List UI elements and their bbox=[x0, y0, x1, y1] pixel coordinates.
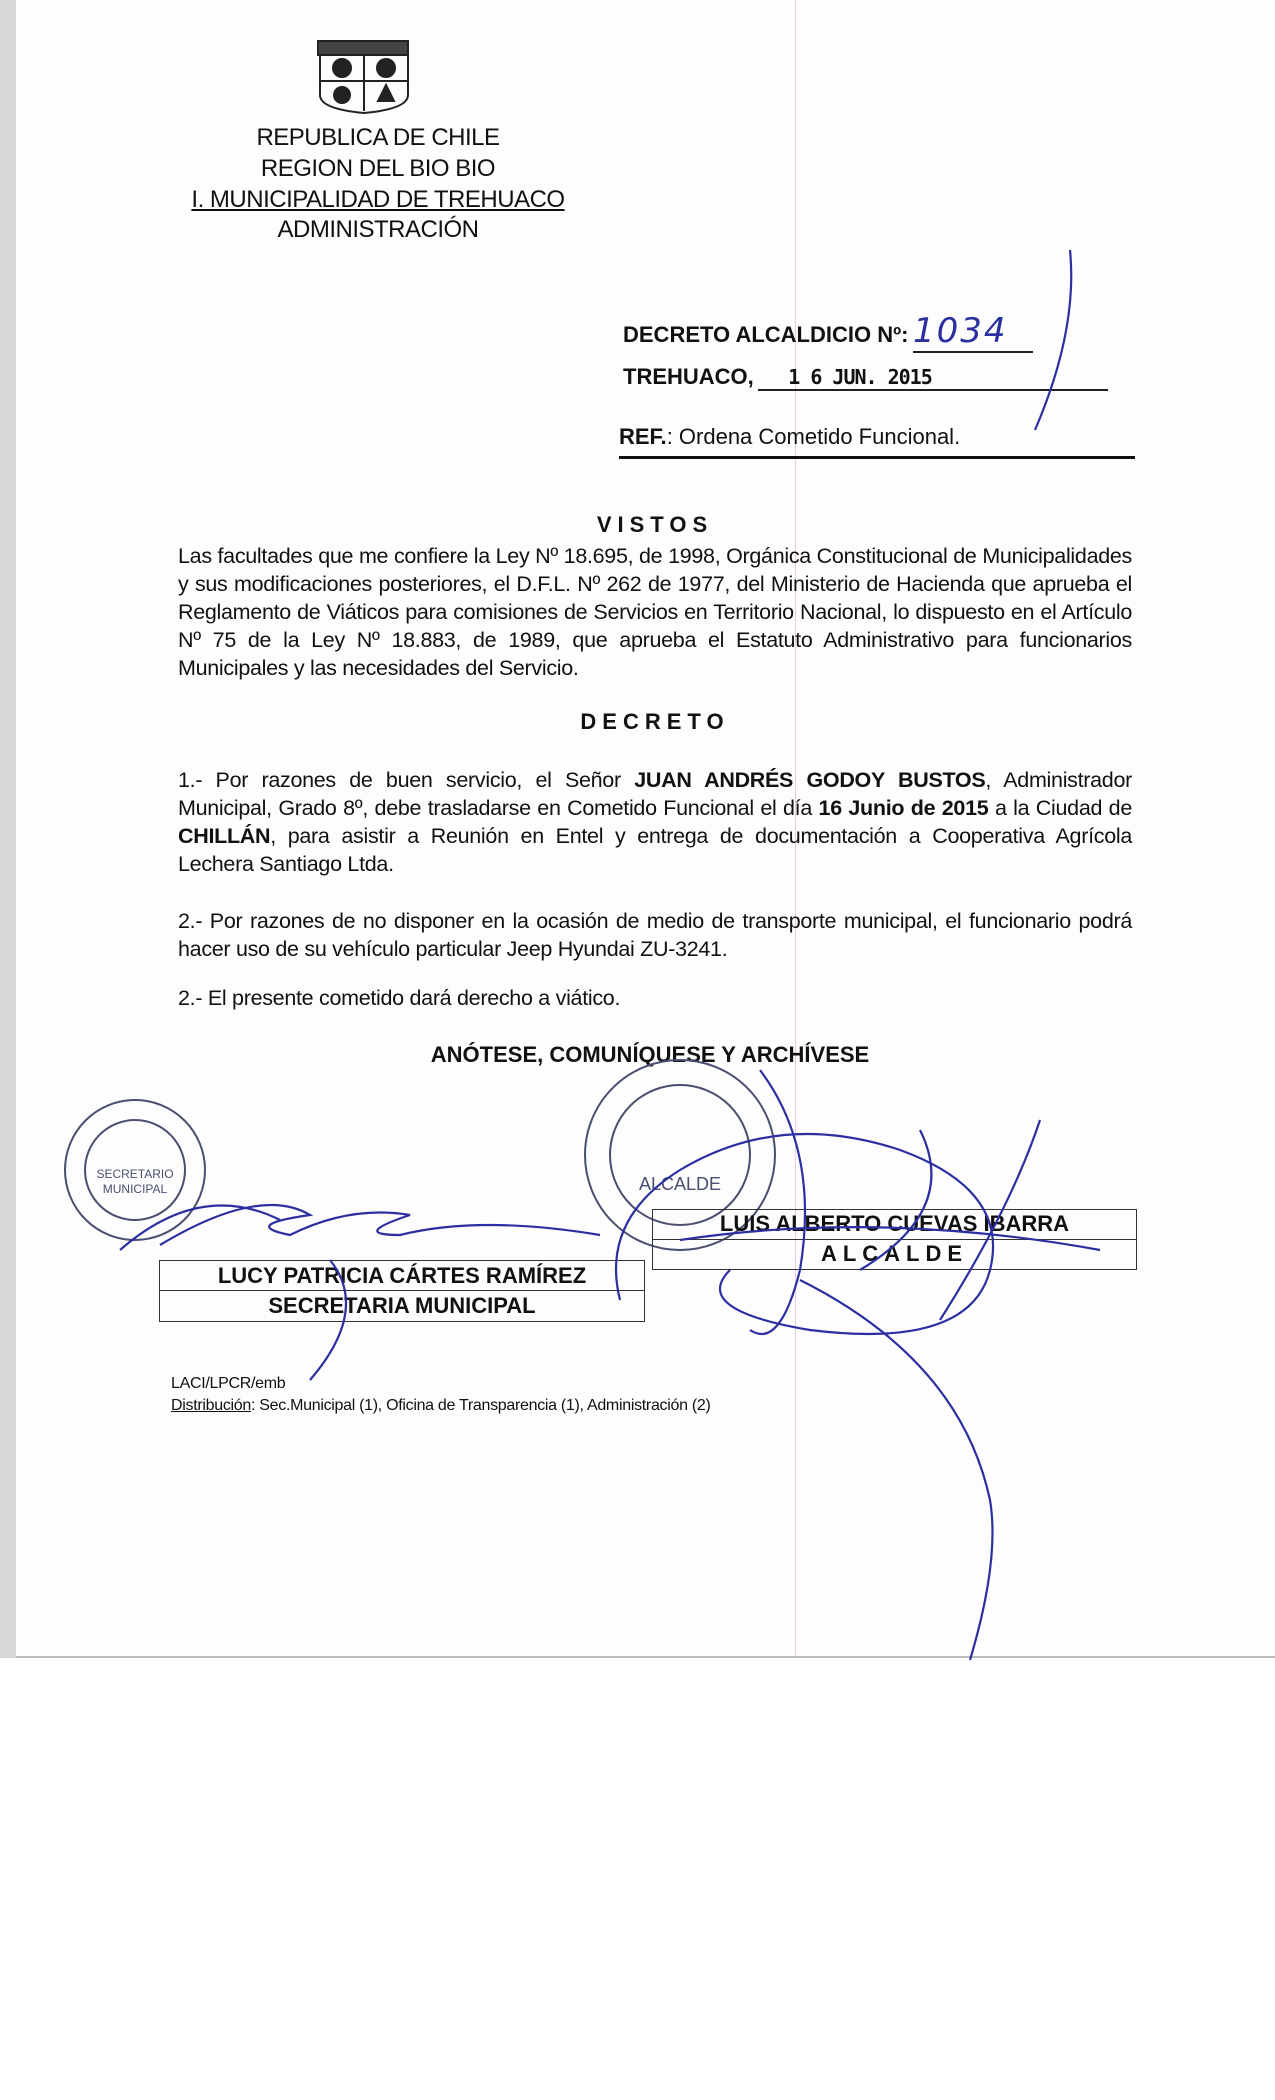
ref-value: : Ordena Cometido Funcional. bbox=[666, 424, 961, 449]
decreto-item-2: 2.- Por razones de no disponer en la ocasión de medio de transporte municipal, el funcionario podrá hacer uso de su vehículo particular Jeep Hyundai ZU-3241. bbox=[178, 909, 1132, 961]
mayor-title: ALCALDE bbox=[820, 1241, 969, 1267]
date-stamp: 1 6 JUN. 2015 bbox=[758, 365, 1108, 391]
item1-text: , Administrador Municipal, Grado 8º, debe trasladarse en Cometido Funcional el día bbox=[178, 768, 1132, 820]
vistos-paragraph: Las facultades que me confiere la Ley Nº 18.695, de 1998, Orgánica Constitucional de Municipalidades y sus modificaciones posteriores, el D.F.L. Nº 262 de 1977, del Ministerio de Hacienda que aprueba el Reglamento de Viáticos para comisiones de Servicios en Territorio Nacional, lo dispuesto en el Artículo Nº 75 de la Ley Nº 18.883, de 1989, que aprueba el Estatuto Administrativo para funcionarios Municipales y las necesidades del Servicio. bbox=[178, 544, 1132, 680]
destination-city: CHILLÁN bbox=[178, 824, 271, 848]
secretary-stamp-center: SECRETARIO bbox=[96, 1167, 174, 1181]
trip-date: 16 Junio de 2015 bbox=[818, 796, 989, 820]
ref-label: REF. bbox=[619, 424, 667, 449]
item1-text: , para asistir a Reunión en Entel y entrega de documentación a Cooperativa Agrícola Lechera Santiago Ltda. bbox=[178, 824, 1132, 876]
header-line-4: ADMINISTRACIÓN bbox=[277, 216, 479, 243]
secretary-signature-box bbox=[159, 1260, 645, 1322]
header-line-1: REPUBLICA DE CHILE bbox=[256, 124, 500, 151]
decree-number-value: 1034 bbox=[913, 311, 1033, 353]
closing-formula: ANÓTESE, COMUNÍQUESE Y ARCHÍVESE bbox=[430, 1042, 870, 1067]
scan-edge bbox=[0, 0, 16, 1658]
distribution-text: : Sec.Municipal (1), Oficina de Transparencia (1), Administración (2) bbox=[251, 1397, 711, 1414]
secretary-title: SECRETARIA MUNICIPAL bbox=[268, 1293, 536, 1318]
mayor-signature-box bbox=[652, 1209, 1137, 1270]
place-date-row bbox=[623, 364, 1108, 391]
mayor-stamp-center: ALCALDE bbox=[638, 1174, 722, 1194]
decreto-item-1 bbox=[178, 766, 1132, 878]
official-name: JUAN ANDRÉS GODOY BUSTOS bbox=[634, 768, 986, 792]
decree-number-label: DECRETO ALCALDICIO Nº: bbox=[623, 322, 909, 347]
vistos-heading: VISTOS bbox=[596, 512, 714, 537]
distribution-line bbox=[171, 1397, 711, 1415]
decree-number-row bbox=[623, 311, 1033, 353]
secretary-stamp-center-2: MUNICIPAL bbox=[102, 1182, 168, 1196]
place-label: TREHUACO, bbox=[623, 364, 754, 389]
item1-text: 1.- Por razones de buen servicio, el Señor bbox=[178, 768, 635, 792]
header-line-3: I. MUNICIPALIDAD DE TREHUACO bbox=[191, 186, 565, 213]
decreto-item-3: 2.- El presente cometido dará derecho a viático. bbox=[178, 986, 621, 1010]
secretary-name: LUCY PATRICIA CÁRTES RAMÍREZ bbox=[160, 1261, 644, 1291]
distribution-label: Distribución bbox=[171, 1397, 251, 1414]
item1-text: a la Ciudad de bbox=[988, 796, 1132, 820]
mayor-name: LUIS ALBERTO CUEVAS IBARRA bbox=[653, 1210, 1136, 1240]
header-line-2: REGION DEL BIO BIO bbox=[260, 155, 496, 182]
decreto-heading: DECRETO bbox=[580, 709, 730, 734]
reference-row bbox=[619, 424, 1135, 459]
initials: LACI/LPCR/emb bbox=[171, 1375, 286, 1392]
